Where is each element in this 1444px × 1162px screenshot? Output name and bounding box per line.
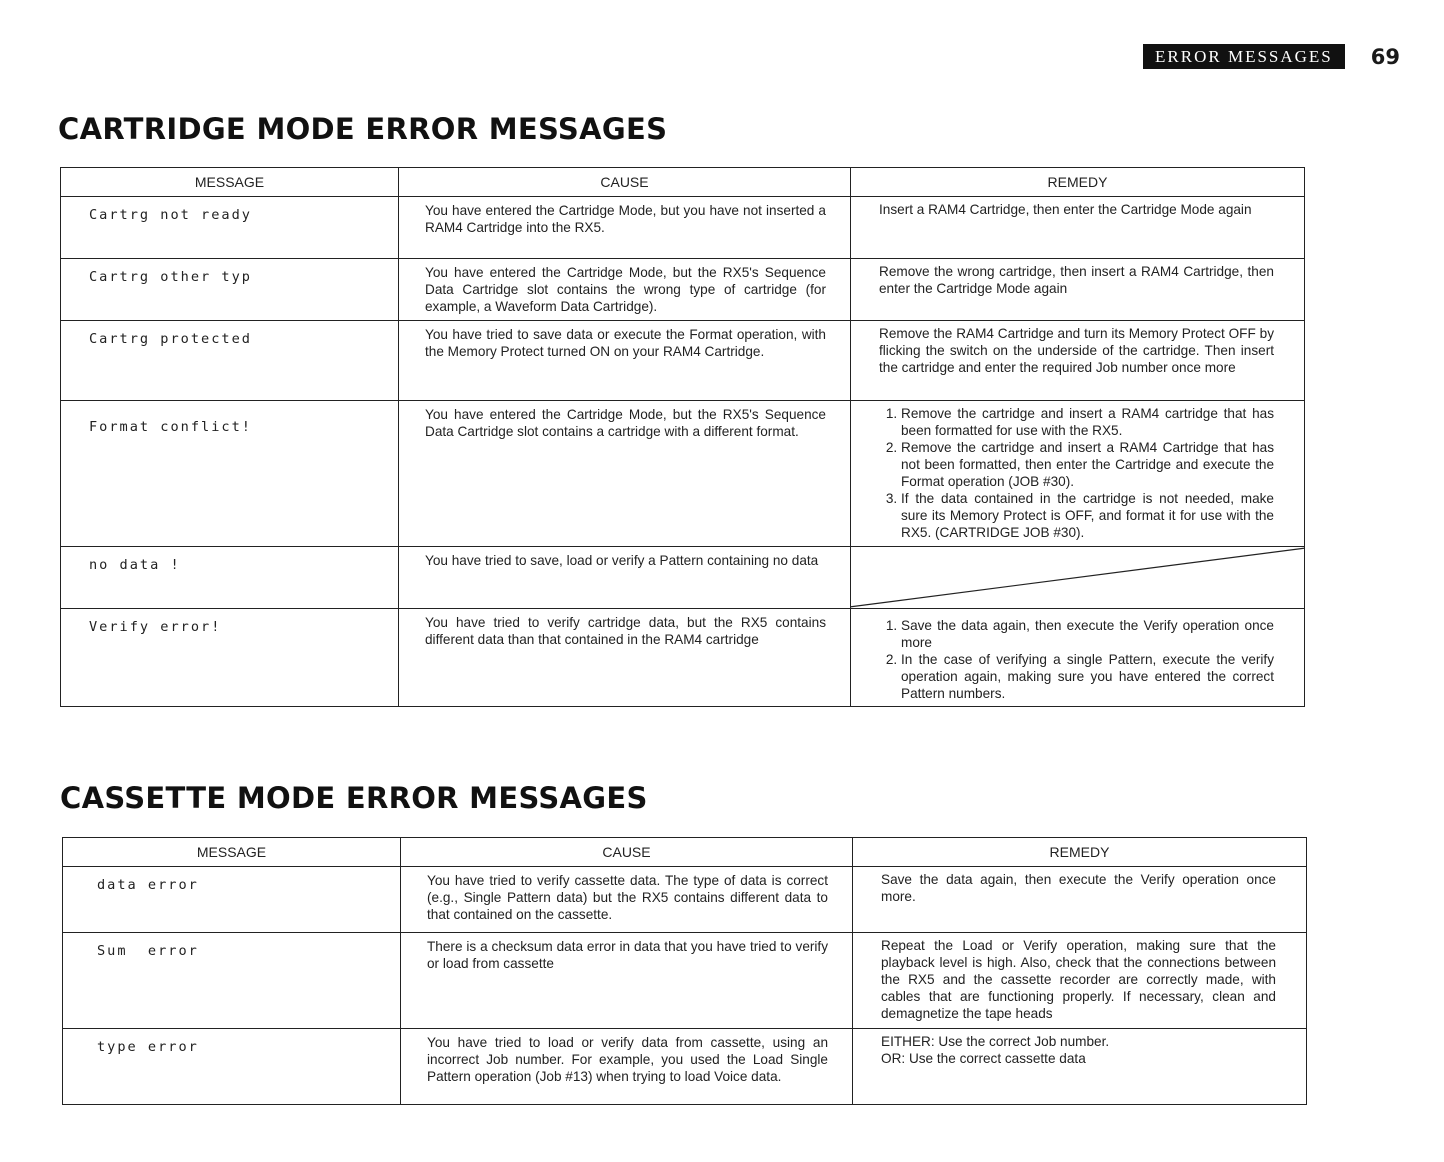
table-header-row [63,838,1307,867]
table-row [61,547,1305,609]
table-row [61,321,1305,401]
error-remedy-not-applicable [851,547,1305,609]
error-remedy: Repeat the Load or Verify operation, making sure that the playback level is high. Also, check that the connections between the RX5 and the cassette recorder are correctly made, with cables that are functioning properly. If necessary, clean and demagnetize the tape heads [853,933,1307,1029]
error-remedy: Remove the RAM4 Cartridge and turn its Memory Protect OFF by flicking the switch on the underside of the cartridge. Then insert the cartridge and enter the required Job number once more [851,321,1305,401]
error-cause: There is a checksum data error in data that you have tried to verify or load from cassette [401,933,853,1029]
remedy-list [879,405,1274,541]
error-message: Sum error [63,933,401,1029]
error-cause: You have entered the Cartridge Mode, but the RX5's Sequence Data Cartridge slot contains the wrong type of cartridge (for example, a Waveform Data Cartridge). [399,259,851,321]
table-row [63,1029,1307,1105]
remedy-line: OR: Use the correct cassette data [881,1051,1086,1066]
error-message: Cartrg protected [61,321,399,401]
message-column-header: MESSAGE [63,838,401,867]
table-header-row [61,168,1305,197]
table-row [61,401,1305,547]
table-row [61,609,1305,707]
remedy-step: 1. Save the data again, then execute the Verify operation once more [901,617,1274,651]
running-head [1143,44,1400,69]
remedy-step: 3. If the data contained in the cartridge is not needed, make sure its Memory Protect is OFF, and format it for use with the RX5. (CARTRIDGE JOB #30). [901,490,1274,541]
error-message: no data ! [61,547,399,609]
error-message: data error [63,867,401,933]
error-remedy: Insert a RAM4 Cartridge, then enter the Cartridge Mode again [851,197,1305,259]
remedy-step: 2. In the case of verifying a single Pattern, execute the verify operation again, making sure you have entered the correct Pattern numbers. [901,651,1274,702]
cartridge-section-title: CARTRIDGE MODE ERROR MESSAGES [58,112,668,146]
error-cause: You have tried to load or verify data from cassette, using an incorrect Job number. For example, you used the Load Single Pattern operation (Job #13) when trying to load Voice data. [401,1029,853,1105]
cassette-section-title: CASSETTE MODE ERROR MESSAGES [60,781,648,815]
remedy-column-header: REMEDY [851,168,1305,197]
error-cause: You have tried to verify cartridge data, but the RX5 contains different data than that contained in the RAM4 cartridge [399,609,851,707]
error-cause: You have entered the Cartridge Mode, but the RX5's Sequence Data Cartridge slot contains a cartridge with a different format. [399,401,851,547]
error-remedy [851,609,1305,707]
table-row [63,867,1307,933]
remedy-step: 2. Remove the cartridge and insert a RAM4 Cartridge that has not been formatted, then enter the Cartridge and execute the Format operation (JOB #30). [901,439,1274,490]
table-row [63,933,1307,1029]
message-column-header: MESSAGE [61,168,399,197]
remedy-list [879,617,1274,702]
diagonal-strike-line [851,547,1304,608]
error-cause: You have tried to save data or execute the Format operation, with the Memory Protect turned ON on your RAM4 Cartridge. [399,321,851,401]
remedy-column-header: REMEDY [853,838,1307,867]
table-row [61,259,1305,321]
error-cause: You have entered the Cartridge Mode, but you have not inserted a RAM4 Cartridge into the RX5. [399,197,851,259]
error-message: Cartrg other typ [61,259,399,321]
error-cause: You have tried to verify cassette data. The type of data is correct (e.g., Single Pattern data) but the RX5 contains different data to that contained on the cassette. [401,867,853,933]
cause-column-header: CAUSE [399,168,851,197]
error-cause: You have tried to save, load or verify a Pattern containing no data [399,547,851,609]
error-message: Cartrg not ready [61,197,399,259]
error-message: type error [63,1029,401,1105]
table-row [61,197,1305,259]
error-remedy: Save the data again, then execute the Verify operation once more. [853,867,1307,933]
remedy-step: 1. Remove the cartridge and insert a RAM4 cartridge that has been formatted for use with the RX5. [901,405,1274,439]
error-message: Verify error! [61,609,399,707]
remedy-line: EITHER: Use the correct Job number. [881,1034,1110,1049]
error-remedy [853,1029,1307,1105]
chapter-tab: ERROR MESSAGES [1143,44,1345,69]
page-number: 69 [1370,44,1400,69]
error-remedy [851,401,1305,547]
cause-column-header: CAUSE [401,838,853,867]
cassette-error-table [62,837,1307,1105]
cartridge-error-table [60,167,1305,707]
error-remedy: Remove the wrong cartridge, then insert a RAM4 Cartridge, then enter the Cartridge Mode again [851,259,1305,321]
error-message: Format conflict! [61,401,399,547]
